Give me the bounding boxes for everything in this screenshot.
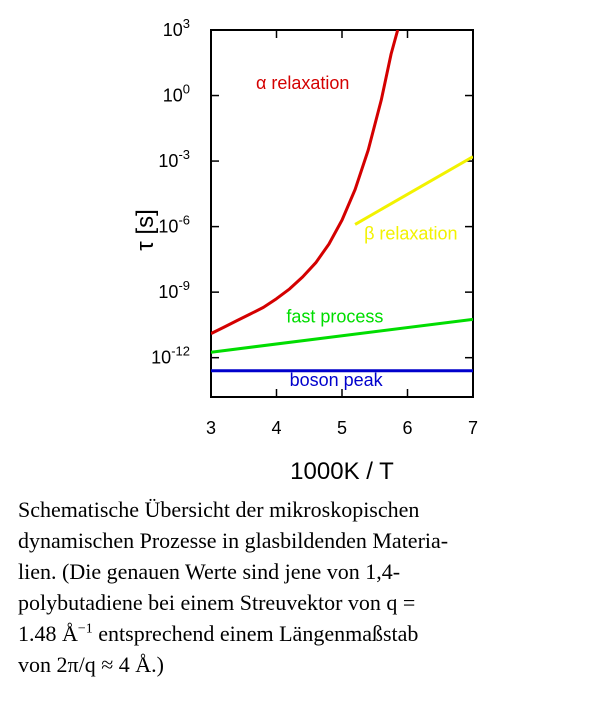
- scattering-vector-exponent: −1: [77, 621, 93, 637]
- caption-line: [18, 618, 580, 649]
- y-tick-label: $10^3$: [162, 16, 190, 40]
- beta-relaxation-label: β relaxation: [364, 223, 458, 244]
- alpha-relaxation-label: α relaxation: [255, 72, 350, 93]
- caption-line: dynamischen Prozesse in glasbildenden Materia-: [18, 528, 449, 553]
- caption-line: von 2π/q ≈ 4 Å.): [18, 652, 165, 677]
- y-axis-title: τ [s]: [132, 209, 159, 251]
- x-axis-title: 1000K / T: [290, 458, 394, 485]
- caption-line: polybutadiene bei einem Streuvektor von q =: [18, 590, 416, 615]
- beta-relaxation-line: [355, 157, 473, 225]
- y-tick-label: $10^{-12}$: [151, 343, 190, 368]
- y-tick-label: $10^0$: [162, 81, 190, 106]
- boson-peak-label: boson peak: [289, 370, 383, 391]
- x-tick-label: 7: [467, 418, 479, 438]
- y-tick-label: $10^{-9}$: [158, 278, 190, 303]
- fast-process-label: fast process: [286, 306, 384, 327]
- scattering-vector-value: 1.48 Å: [18, 621, 78, 646]
- caption-line: lien. (Die genauen Werte sind jene von 1,4-: [18, 559, 401, 584]
- y-tick-label: $10^{-3}$: [158, 147, 190, 172]
- x-tick-label: 4: [271, 418, 282, 438]
- x-tick-label: 3: [205, 418, 217, 438]
- caption-line: Schematische Übersicht der mikroskopischen: [18, 497, 420, 522]
- y-tick-label: $10^{-6}$: [158, 212, 190, 237]
- x-tick-label: 5: [336, 418, 348, 438]
- figure-caption: [18, 494, 580, 680]
- x-tick-label: 6: [402, 418, 413, 438]
- caption-line-rest: entsprechend einem Längenmaßstab: [92, 621, 419, 646]
